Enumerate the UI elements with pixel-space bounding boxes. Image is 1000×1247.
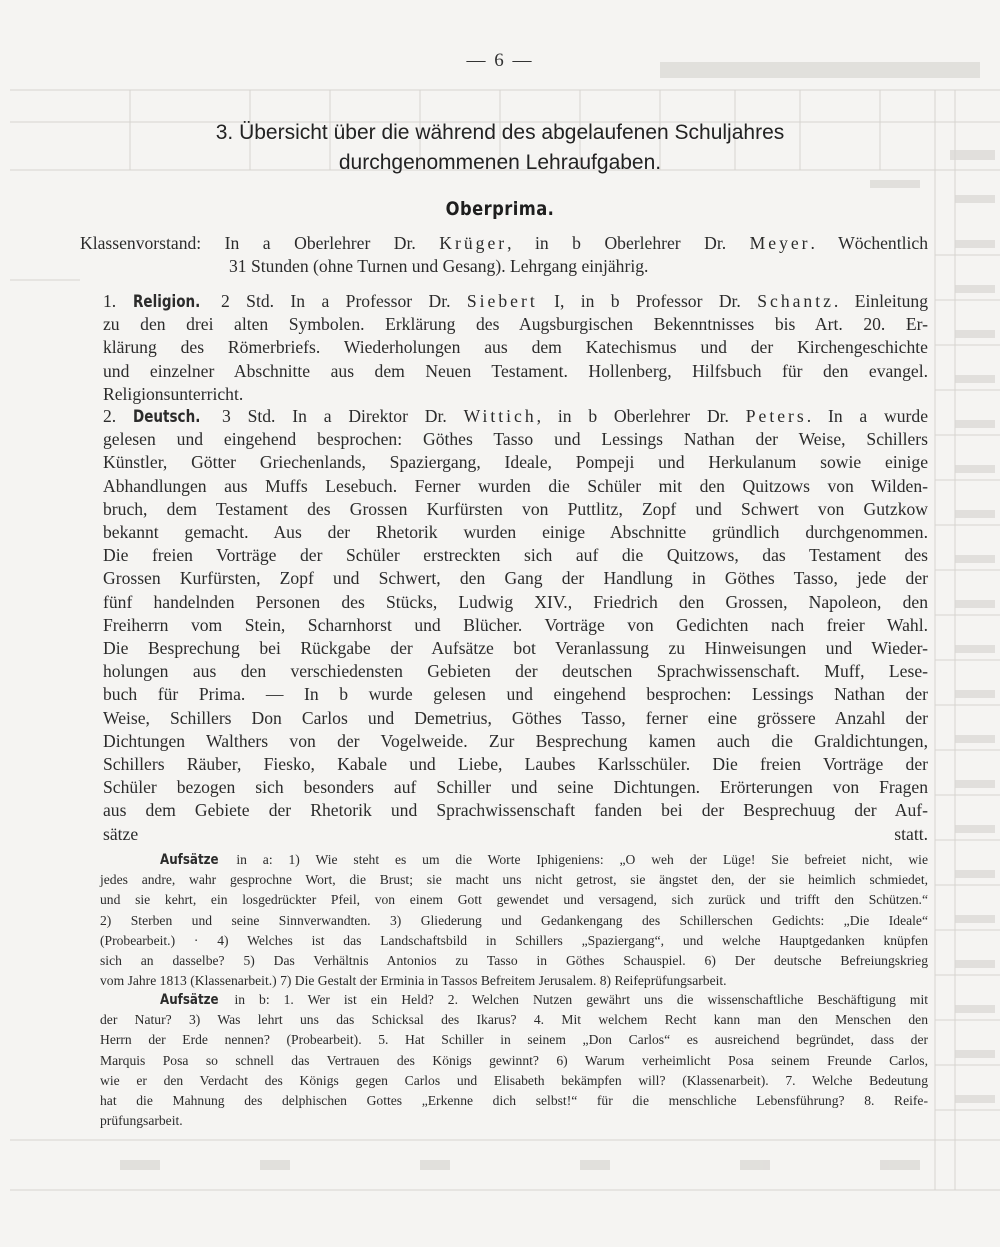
text-segment: I, in b Professor Dr. [537, 291, 758, 311]
teacher-name: Schantz [757, 291, 834, 311]
text-line [80, 290, 928, 313]
religion-section [80, 290, 928, 406]
text-line: Dichtungen Walthers von der Vogelweide. Zur Besprechung kamen auch die Graldichtungen, [103, 730, 928, 751]
teacher-name: Meyer [749, 233, 811, 253]
section-title-line-2: durchgenommenen Lehraufgaben. [338, 151, 662, 174]
text-line [80, 232, 928, 255]
subject-heading: Religion. [132, 292, 200, 311]
text-segment: in b: 1. Wer ist ein Held? 2. Welchen Nutzen gewährt uns die wissenschaftliche Beschäftigung mit [220, 992, 928, 1007]
text-line: Schüler bezogen sich besonders auf Schiller und seine Dichtungen. Erörterungen von Fragen [103, 777, 928, 798]
teacher-name: Wittich [463, 406, 537, 426]
text-line: Religionsunterricht. [103, 383, 244, 404]
class-heading: Oberprima. [445, 198, 555, 220]
text-line [100, 990, 928, 1010]
teacher-name: Peters [745, 406, 807, 426]
text-segment: , in b Oberlehrer Dr. [507, 233, 750, 253]
subject-heading: Deutsch. [133, 407, 201, 426]
text-line: vom Jahre 1813 (Klassenarbeit.) 7) Die Gestalt der Erminia in Tassos Befreitem Jerusalem. 8) Reifeprüfungsarbeit. [100, 973, 727, 989]
text-line: bekannt gemacht. Aus der Rhetorik wurden einige Abschnitte gründlich durchgenommen. [103, 522, 928, 543]
text-line [100, 850, 928, 870]
text-segment: , in b Oberlehrer Dr. [536, 406, 746, 426]
essays-heading: Aufsätze [160, 852, 219, 868]
text-line: zu den drei alten Symbolen. Erklärung des Augsburgischen Bekenntnisses bis Art. 20. Er- [103, 314, 928, 335]
text-line: klärung des Römerbriefs. Wiederholungen aus dem Katechismus und der Kirchengeschichte [103, 337, 928, 358]
page-number: — 6 — [466, 50, 534, 71]
text-segment: Klassenvorstand: In a Oberlehrer Dr. [80, 233, 440, 253]
text-line: buch für Prima. — In b wurde gelesen und eingehend besprochen: Lessings Nathan der [103, 684, 928, 705]
text-line: wie er den Verdacht des Königs gegen Carlos und Elisabeth bekämpfen will? (Klassenarbeit). 7. Welche Bedeutung [100, 1072, 928, 1088]
essays-heading: Aufsätze [160, 992, 219, 1008]
text-segment: . In a wurde [806, 406, 929, 426]
essays-class-a [100, 850, 928, 991]
text-line: und sie kehrt, ein losgedrückter Pfeil, von einem Gott gewendet und versagend, sich zurück und trifft den Schützen.“ [100, 892, 928, 908]
text-segment: . Wöchentlich [810, 233, 928, 253]
text-line: aus dem Gebiete der Rhetorik und Sprachwissenschaft fanden bei der Besprechuug der Auf- [103, 800, 928, 821]
deutsch-section [80, 405, 928, 846]
text-line [80, 405, 928, 428]
text-line: der Natur? 3) Was lehrt uns das Schicksal des Ikarus? 4. Mit welchem Recht kann man den Menschen den [100, 1012, 928, 1028]
text-line: Die Besprechung bei Rückgabe der Aufsätze bot Veranlassung zu Hinweisungen und Wieder- [103, 638, 928, 659]
item-number: 2. [103, 406, 134, 426]
item-number: 1. [103, 291, 133, 311]
text-segment: . Einleitung [833, 291, 928, 311]
text-segment: 2 Std. In a Professor Dr. [204, 291, 467, 311]
text-line: jedes andre, wahr gesprochne Wort, die Brust; sie macht uns nicht getrost, sie ängstet den, der sie heimlich schmiedet, [100, 872, 928, 888]
section-title [140, 118, 860, 178]
section-title-line-1: 3. Übersicht über die während des abgelaufenen Schuljahres [215, 121, 785, 144]
text-line: 2) Sterben und seine Sinnverwandten. 3) Gliederung und Gedankengang des Schillerschen Gedichts: „Die Ideale“ [100, 912, 928, 928]
text-line: (Probearbeit.) · 4) Welches ist das Landschaftsbild in Schillers „Spaziergang“, und welche Hauptgedanken knüpfen [100, 932, 928, 948]
text-line: sätze statt. [103, 823, 928, 844]
text-line: fünf handelnden Personen des Stücks, Ludwig XIV., Friedrich den Grossen, Napoleon, den [103, 591, 928, 612]
text-line: 31 Stunden (ohne Turnen und Gesang). Lehrgang einjährig. [229, 256, 649, 277]
essays-class-b [100, 990, 928, 1131]
text-line: bruch, dem Testament des Grossen Kurfürsten von Puttlitz, Zopf und Schwert von Gutzkow [103, 498, 928, 519]
text-line: prüfungsarbeit. [100, 1113, 183, 1129]
text-line: Herrn der Erde nennen? (Probearbeit). 5. Hat Schiller in seinem „Don Carlos“ es ausreichend begründet, dass der [100, 1032, 928, 1048]
text-line: Schillers Räuber, Fiesko, Kabale und Liebe, Laubes Karlsschüler. Die freien Vorträge der [103, 754, 928, 775]
text-line: Grossen Kurfürsten, Zopf und Schwert, den Gang der Handlung in Göthes Tasso, jede der [103, 568, 928, 589]
text-line: holungen aus den verschiedensten Gebieten der deutschen Sprachwissenschaft. Muff, Lese- [103, 661, 928, 682]
teacher-name: Siebert [466, 291, 538, 311]
text-segment: 3 Std. In a Direktor Dr. [205, 406, 464, 426]
text-line: sich an dasselbe? 5) Das Verhältnis Antonios zu Tasso in Göthes Schauspiel. 6) Der deutsche Befreiungskrieg [100, 953, 928, 969]
text-line: Abhandlungen aus Muffs Lesebuch. Ferner wurden die Schüler mit den Quitzows von Wilden- [103, 475, 928, 496]
text-line: Die freien Vorträge der Schüler erstreckten sich auf die Quitzows, das Testament des [103, 545, 928, 566]
text-segment: in a: 1) Wie steht es um die Worte Iphigeniens: „O weh der Lüge! Sie befreiet nicht, wie [220, 852, 928, 867]
teacher-name: Krüger [439, 233, 508, 253]
intro-paragraph [80, 232, 928, 278]
text-line: Marquis Posa so schnell das Vertrauen des Königs gewinnt? 6) Warum verheimlicht Posa seinem Freunde Carlos, [100, 1052, 928, 1068]
text-line: Freiherrn vom Stein, Scharnhorst und Blücher. Vorträge von Gedichten nach freier Wahl. [103, 614, 928, 635]
text-line: Weise, Schillers Don Carlos und Demetrius, Göthes Tasso, ferner eine grössere Anzahl der [103, 707, 928, 728]
text-line: gelesen und eingehend besprochen: Göthes Tasso und Lessings Nathan der Weise, Schillers [103, 429, 928, 450]
text-line: und einzelner Abschnitte aus dem Neuen Testament. Hollenberg, Hilfsbuch für den evangel. [103, 360, 928, 381]
text-line: Künstler, Götter Griechenlands, Spaziergang, Ideale, Pompeji und Herkulanum sowie einige [103, 452, 928, 473]
text-line: hat die Mahnung des delphischen Gottes „Erkenne dich selbst!“ für die menschliche Lebensführung? 8. Reife- [100, 1093, 928, 1109]
